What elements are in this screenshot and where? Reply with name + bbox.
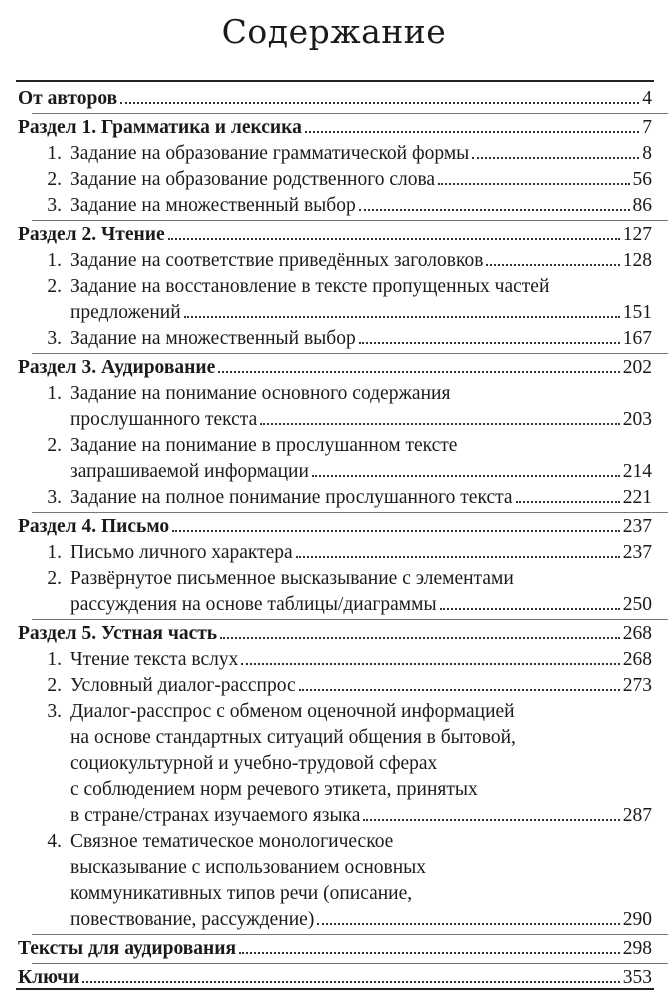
toc-item[interactable]	[0, 829, 668, 933]
entry-label: Задание на понимание основного содержания	[70, 383, 451, 404]
entry-label: Ключи	[18, 967, 80, 988]
page-number: 298	[622, 938, 652, 959]
item-number: 3.	[47, 195, 62, 216]
entry-label: Раздел 5. Устная часть	[18, 623, 218, 644]
entry-label: Задание на соответствие приведённых заголовков	[70, 250, 484, 271]
entry-label: Условный диалог-расспрос	[70, 675, 296, 696]
entry-label: прослушанного текста	[70, 409, 258, 430]
toc-item[interactable]	[0, 699, 668, 829]
entry-label: Задание на образование грамматической формы	[70, 143, 470, 164]
dot-leader	[260, 409, 620, 425]
section-separator	[32, 934, 668, 935]
toc-item[interactable]	[0, 673, 668, 699]
item-number: 3.	[47, 701, 62, 722]
entry-label: Диалог-расспрос с обменом оценочной информацией	[70, 701, 515, 722]
toc-section[interactable]	[0, 936, 668, 962]
toc-line	[0, 355, 668, 381]
section-separator	[32, 963, 668, 964]
toc-line	[0, 566, 668, 592]
entry-label: социокультурной и учебно-трудовой сферах	[70, 753, 438, 774]
entry-label: на основе стандартных ситуаций общения в бытовой,	[70, 727, 516, 748]
toc-line	[0, 725, 668, 751]
toc-line	[0, 936, 668, 962]
toc-item[interactable]	[0, 274, 668, 326]
section-separator	[32, 619, 668, 620]
dot-leader	[220, 623, 620, 639]
section-separator	[32, 220, 668, 221]
item-number: 1.	[47, 542, 62, 563]
toc-line	[0, 326, 668, 352]
item-number: 3.	[47, 328, 62, 349]
dot-leader	[516, 487, 620, 503]
toc-section[interactable]	[0, 355, 668, 381]
toc-section[interactable]	[0, 115, 668, 141]
page-number: 151	[622, 302, 652, 323]
page-number: 273	[622, 675, 652, 696]
item-number: 1.	[47, 383, 62, 404]
dot-leader	[218, 357, 620, 373]
dot-leader	[172, 516, 620, 532]
dot-leader	[317, 909, 619, 925]
item-number: 4.	[47, 831, 62, 852]
toc-line	[0, 485, 668, 511]
entry-label: Раздел 1. Грамматика и лексика	[18, 117, 302, 138]
entry-label: Раздел 3. Аудирование	[18, 357, 216, 378]
toc-line	[0, 407, 668, 433]
toc-item[interactable]	[0, 433, 668, 485]
toc-line	[0, 777, 668, 803]
page-number: 128	[622, 250, 652, 271]
bottom-rule	[16, 988, 654, 990]
page-number: 237	[622, 542, 652, 563]
entry-label: с соблюдением норм речевого этикета, принятых	[70, 779, 478, 800]
item-number: 2.	[47, 276, 62, 297]
section-separator	[32, 512, 668, 513]
dot-leader	[241, 649, 619, 665]
entry-label: Задание на множественный выбор	[70, 328, 356, 349]
page-number: 221	[622, 487, 652, 508]
toc-line	[0, 248, 668, 274]
entry-label: Задание на понимание в прослушанном тексте	[70, 435, 458, 456]
dot-leader	[296, 542, 620, 558]
toc-section[interactable]	[0, 222, 668, 248]
page-number: 8	[642, 143, 652, 164]
top-rule	[16, 80, 654, 82]
toc-section[interactable]	[0, 86, 668, 112]
section-separator	[32, 353, 668, 354]
toc-line	[0, 699, 668, 725]
dot-leader	[299, 675, 620, 691]
page-number: 86	[632, 195, 652, 216]
toc-line	[0, 86, 668, 112]
toc-item[interactable]	[0, 566, 668, 618]
entry-label: Раздел 2. Чтение	[18, 224, 165, 245]
toc-item[interactable]	[0, 167, 668, 193]
toc-line	[0, 141, 668, 167]
page-number: 4	[642, 88, 652, 109]
dot-leader	[82, 967, 619, 983]
entry-label: повествование, рассуждение)	[70, 909, 315, 930]
page-number: 7	[642, 117, 652, 138]
toc-item[interactable]	[0, 248, 668, 274]
dot-leader	[120, 88, 639, 104]
toc-item[interactable]	[0, 141, 668, 167]
toc-line	[0, 459, 668, 485]
dot-leader	[440, 594, 620, 610]
entry-label: Задание на восстановление в тексте пропущенных частей	[70, 276, 550, 297]
toc-line	[0, 673, 668, 699]
dot-leader	[486, 250, 619, 266]
entry-label: рассуждения на основе таблицы/диаграммы	[70, 594, 437, 615]
toc-line	[0, 300, 668, 326]
entry-label: Раздел 4. Письмо	[18, 516, 170, 537]
toc-line	[0, 881, 668, 907]
entry-label: Чтение текста вслух	[70, 649, 239, 670]
toc-item[interactable]	[0, 381, 668, 433]
dot-leader	[305, 117, 639, 133]
page-number: 290	[622, 909, 652, 930]
toc-line	[0, 540, 668, 566]
table-of-contents	[0, 86, 668, 991]
toc-line	[0, 592, 668, 618]
entry-label: Тексты для аудирования	[18, 938, 237, 959]
entry-label: Письмо личного характера	[70, 542, 293, 563]
dot-leader	[472, 143, 639, 159]
page-number: 353	[622, 967, 652, 988]
page-number: 268	[622, 623, 652, 644]
dot-leader	[359, 195, 630, 211]
entry-label: Задание на образование родственного слова	[70, 169, 436, 190]
page-number: 268	[622, 649, 652, 670]
toc-line	[0, 381, 668, 407]
toc-item[interactable]	[0, 193, 668, 219]
entry-label: коммуникативных типов речи (описание,	[70, 883, 413, 904]
toc-item[interactable]	[0, 647, 668, 673]
page-number: 127	[622, 224, 652, 245]
entry-label: высказывание с использованием основных	[70, 857, 427, 878]
toc-line	[0, 621, 668, 647]
page-number: 214	[622, 461, 652, 482]
page-number: 203	[622, 409, 652, 430]
page-number: 167	[622, 328, 652, 349]
page-number: 56	[632, 169, 652, 190]
page-number: 237	[622, 516, 652, 537]
item-number: 2.	[47, 169, 62, 190]
toc-line	[0, 647, 668, 673]
item-number: 2.	[47, 675, 62, 696]
entry-label: Задание на полное понимание прослушанного текста	[70, 487, 513, 508]
dot-leader	[239, 938, 620, 954]
toc-section[interactable]	[0, 514, 668, 540]
toc-line	[0, 167, 668, 193]
entry-label: в стране/странах изучаемого языка	[70, 805, 361, 826]
item-number: 3.	[47, 487, 62, 508]
toc-line	[0, 274, 668, 300]
toc-line	[0, 193, 668, 219]
item-number: 2.	[47, 568, 62, 589]
toc-line	[0, 222, 668, 248]
entry-label: запрашиваемой информации	[70, 461, 309, 482]
page-number: 287	[622, 805, 652, 826]
item-number: 1.	[47, 250, 62, 271]
section-separator	[32, 113, 668, 114]
toc-item[interactable]	[0, 540, 668, 566]
toc-line	[0, 829, 668, 855]
page-title: Содержание	[221, 12, 447, 51]
entry-label: Связное тематическое монологическое	[70, 831, 394, 852]
page-number: 250	[622, 594, 652, 615]
toc-line	[0, 855, 668, 881]
toc-item[interactable]	[0, 485, 668, 511]
toc-line	[0, 751, 668, 777]
item-number: 1.	[47, 143, 62, 164]
item-number: 2.	[47, 435, 62, 456]
toc-line	[0, 115, 668, 141]
toc-line	[0, 803, 668, 829]
entry-label: Развёрнутое письменное высказывание с элементами	[70, 568, 514, 589]
entry-label: предложений	[70, 302, 181, 323]
toc-line	[0, 514, 668, 540]
entry-label: От авторов	[18, 88, 118, 109]
dot-leader	[184, 302, 620, 318]
toc-line	[0, 907, 668, 933]
dot-leader	[312, 461, 620, 477]
item-number: 1.	[47, 649, 62, 670]
entry-label: Задание на множественный выбор	[70, 195, 356, 216]
toc-section[interactable]	[0, 621, 668, 647]
page-number: 202	[622, 357, 652, 378]
dot-leader	[168, 224, 620, 240]
dot-leader	[359, 328, 620, 344]
toc-item[interactable]	[0, 326, 668, 352]
toc-line	[0, 433, 668, 459]
dot-leader	[363, 805, 619, 821]
dot-leader	[438, 169, 629, 185]
